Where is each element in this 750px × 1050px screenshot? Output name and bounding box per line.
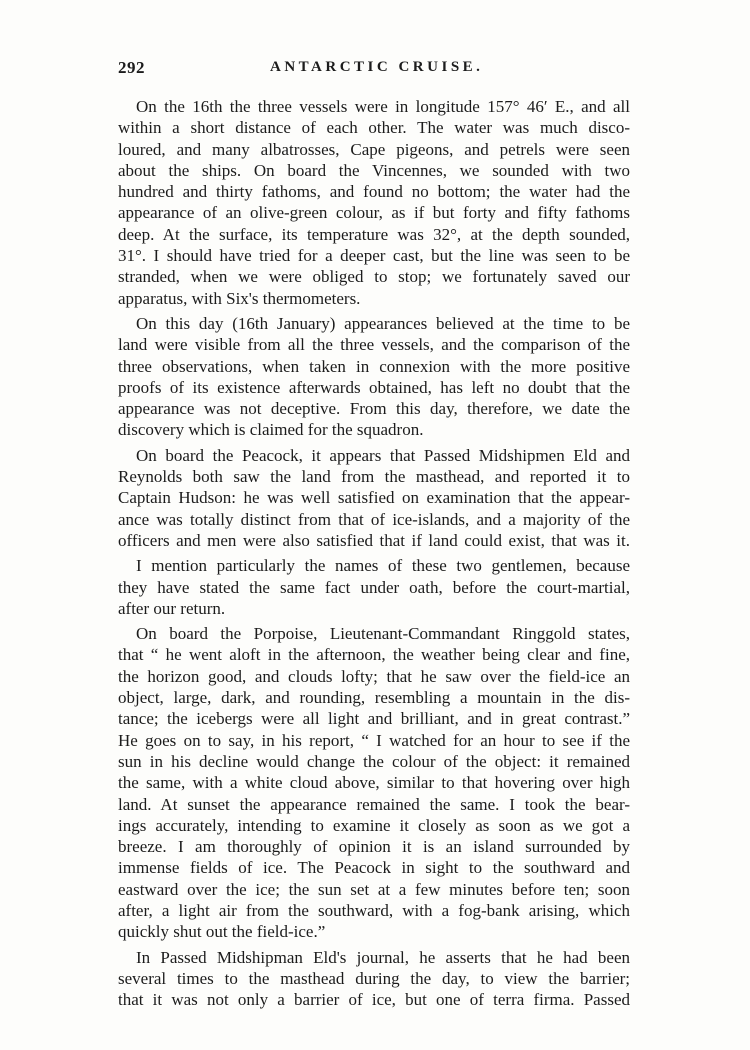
text-line: hundred and thirty fathoms, and found no bottom; the water had the <box>118 182 630 202</box>
text-line: quickly shut out the field-ice.” <box>118 922 326 942</box>
paragraph <box>118 623 630 942</box>
text-line: about the ships. On board the Vincennes, we sounded with two <box>118 160 630 180</box>
text-line: appearance of an olive-green colour, as if but forty and fifty fathoms <box>118 203 630 223</box>
page-number: 292 <box>118 58 145 77</box>
text-line: Captain Hudson: he was well satisfied on examination that the appear- <box>118 488 630 508</box>
paragraph <box>118 555 630 619</box>
text-line: several times to the masthead during the day, to view the barrier; <box>118 968 630 988</box>
text-line: discovery which is claimed for the squadron. <box>118 420 424 440</box>
text-line: three observations, when taken in connexion with the more positive <box>118 356 630 376</box>
text-line: Reynolds both saw the land from the masthead, and reported it to <box>118 467 630 487</box>
paragraph <box>118 947 630 1011</box>
text-line: On the 16th the three vessels were in longitude 157° 46′ E., and all <box>136 97 630 116</box>
text-line: the same, with a white cloud above, similar to that hovering over high <box>118 773 630 793</box>
running-title: ANTARCTIC CRUISE. <box>270 59 484 75</box>
text-line: On board the Peacock, it appears that Passed Midshipmen Eld and <box>136 445 630 465</box>
paragraph <box>118 313 630 441</box>
running-head <box>118 58 630 84</box>
text-line: In Passed Midshipman Eld's journal, he asserts that he had been <box>136 947 630 967</box>
text-line: after our return. <box>118 598 226 618</box>
paragraph <box>118 96 630 309</box>
text-line: the horizon good, and clouds lofty; that he saw over the field-ice an <box>118 666 630 686</box>
text-line: On this day (16th January) appearances believed at the time to be <box>136 313 630 333</box>
text-line: immense fields of ice. The Peacock in sight to the southward and <box>118 858 630 878</box>
text-line: I mention particularly the names of these two gentlemen, because <box>136 556 630 576</box>
text-line: land. At sunset the appearance remained the same. I took the bear- <box>118 794 630 814</box>
paragraph <box>118 445 630 551</box>
text-line: breeze. I am thoroughly of opinion it is an island surrounded by <box>118 837 630 857</box>
text-line: they have stated the same fact under oath, before the court-martial, <box>118 577 630 597</box>
text-line: tance; the icebergs were all light and brilliant, and in great contrast.” <box>118 709 630 729</box>
text-line: He goes on to say, in his report, “ I watched for an hour to see if the <box>118 730 630 750</box>
text-line: loured, and many albatrosses, Cape pigeons, and petrels were seen <box>118 139 630 159</box>
text-line: object, large, dark, and rounding, resembling a mountain in the dis- <box>118 688 630 708</box>
text-line: that “ he went aloft in the afternoon, the weather being clear and fine, <box>118 645 630 665</box>
text-line: after, a light air from the southward, with a fog-bank arising, which <box>118 900 630 920</box>
text-line: apparatus, with Six's thermometers. <box>118 288 361 308</box>
text-line: officers and men were also satisfied that if land could exist, that was it. <box>118 530 630 550</box>
text-line: ance was totally distinct from that of ice-islands, and a majority of the <box>118 509 630 529</box>
text-line: 31°. I should have tried for a deeper cast, but the line was seen to be <box>118 246 630 266</box>
body-text <box>118 96 630 1014</box>
text-line: within a short distance of each other. The water was much disco- <box>118 118 630 138</box>
text-line: stranded, when we were obliged to stop; we fortunately saved our <box>118 267 630 287</box>
text-line: that it was not only a barrier of ice, but one of terra firma. Passed <box>118 990 630 1010</box>
text-line: eastward over the ice; the sun set at a few minutes before ten; soon <box>118 879 630 899</box>
text-line: sun in his decline would change the colour of the object: it remained <box>118 751 630 771</box>
text-line: ings accurately, intending to examine it closely as soon as we got a <box>118 815 630 835</box>
text-line: deep. At the surface, its temperature was 32°, at the depth sounded, <box>118 224 630 244</box>
text-line: On board the Porpoise, Lieutenant-Commandant Ringgold states, <box>136 624 630 644</box>
text-line: appearance was not deceptive. From this day, therefore, we date the <box>118 399 630 419</box>
text-line: land were visible from all the three vessels, and the comparison of the <box>118 335 630 355</box>
text-line: proofs of its existence afterwards obtained, has left no doubt that the <box>118 377 630 397</box>
